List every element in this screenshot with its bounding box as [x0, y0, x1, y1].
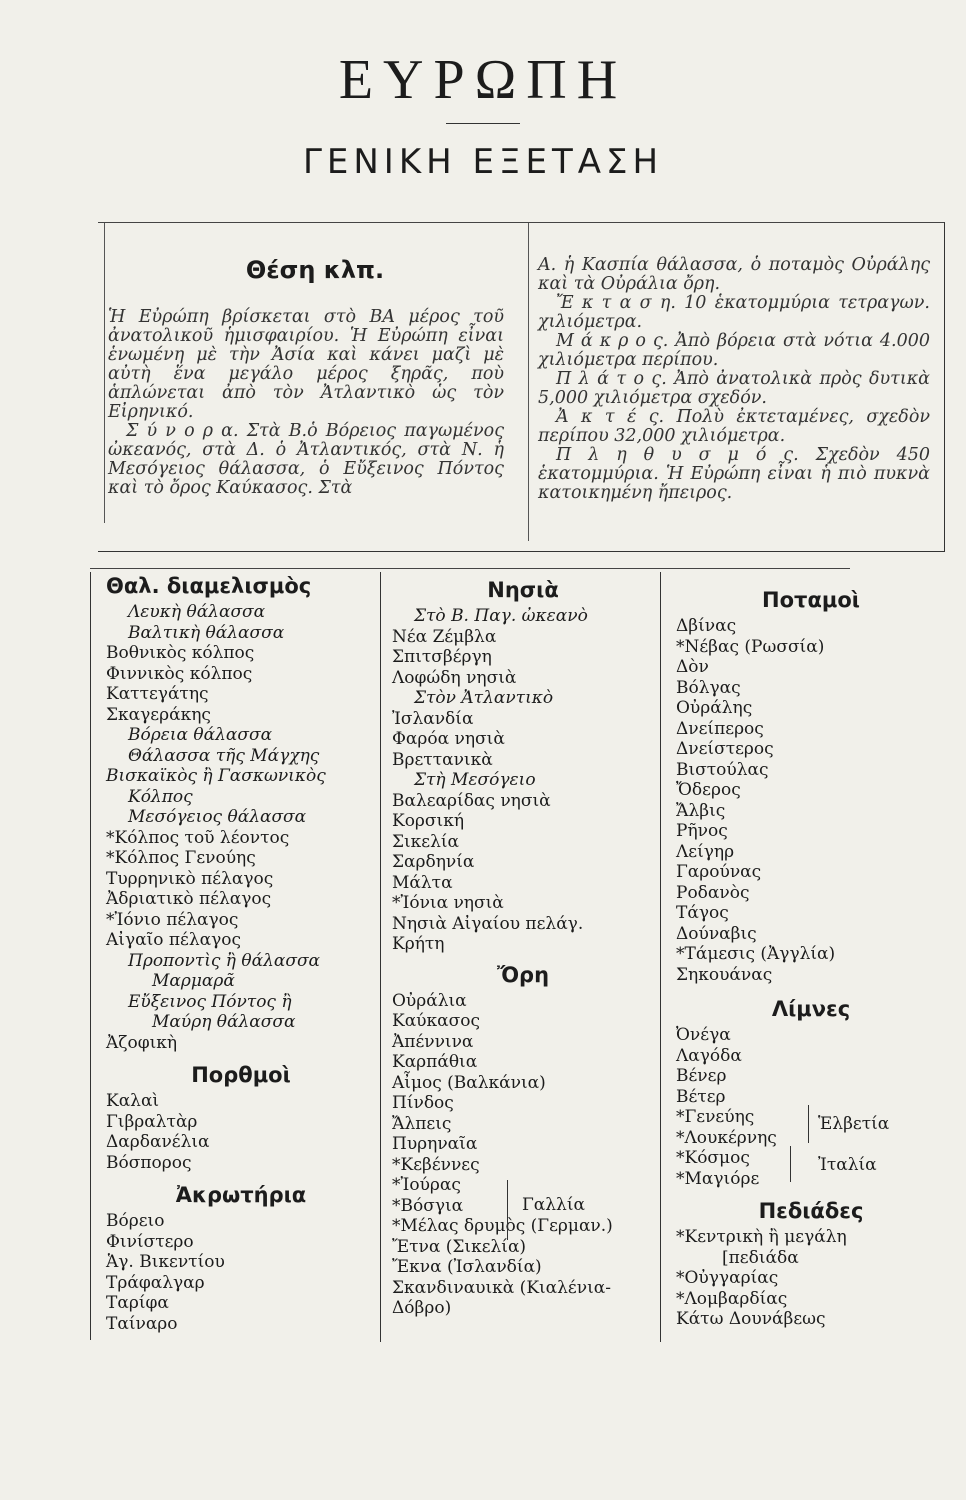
list-item: Γιβραλτὰρ [106, 1111, 198, 1132]
column-divider [660, 572, 661, 1342]
paragraph: Α. ἡ Κασπία θάλασσα, ὁ ποταμὸς Οὐράλης καὶ τὰ Οὐράλια ὄρη. [538, 255, 930, 294]
list-item: Βαλεαρίδας νησιὰ [392, 790, 551, 811]
capes-heading: Ἀκρωτήρια [175, 1183, 307, 1207]
box-left-border [104, 223, 105, 523]
list-item: Λείγηρ [676, 841, 735, 862]
table-left-border [90, 572, 91, 1340]
mountains-heading: Ὄρη [496, 962, 550, 987]
list-item: *Κόλπος τοῦ λέοντος [106, 827, 290, 848]
paragraph: Σ ύ ν ο ρ α. Στὰ Β.ὁ Βόρειος παγωμένος ὠκεανός, στὰ Δ. ὁ Ἀτλαντικός, στὰ Ν. ἡ Μεσόγειος θάλασσα, ὁ Εὔξεινος Πόντος καὶ τὸ ὄρος Καύκασος. Στὰ [108, 421, 504, 498]
islands-heading: Νησιὰ [487, 578, 559, 602]
list-item: Δνείπερος [676, 718, 764, 739]
list-item: Βόλγας [676, 677, 741, 698]
straits-list [106, 1091, 376, 1173]
bracket-line [790, 1146, 791, 1182]
list-item: Βρεττανικὰ [392, 749, 493, 770]
list-item: Προποντὶς ἢ θάλασσα [128, 950, 321, 971]
page-title: ΕΥΡΩΠΗ [338, 49, 628, 111]
list-item: Ἀζοφικὴ [106, 1032, 178, 1053]
list-item: Πίνδος [392, 1093, 454, 1113]
list-item: *Μαγιόρε [676, 1168, 760, 1189]
list-item: *Κόλπος Γενούης [106, 848, 256, 868]
list-item: Καττεγάτης [106, 684, 209, 704]
list-item: Λαγόδα [676, 1045, 742, 1066]
bracket-line [808, 1105, 809, 1143]
list-item: *Κεβέννες [392, 1154, 480, 1175]
list-item: Βόσπορος [106, 1152, 192, 1173]
list-item: Τάγος [676, 903, 729, 923]
list-item: Βένερ [676, 1066, 727, 1086]
sea-column [106, 570, 376, 1334]
list-item: Στὴ Μεσόγειο [414, 770, 536, 790]
list-item: Κορσική [392, 811, 465, 831]
paragraph: Ἀ κ τ έ ς. Πολὺ ἐκτεταμένες, σχεδὸν περίπου 32,000 χιλιόμετρα. [538, 407, 930, 446]
rivers-list [676, 616, 946, 985]
list-item: Ταρίφα [106, 1293, 169, 1313]
plains-heading: Πεδιάδες [758, 1199, 864, 1223]
list-item: Τυρρηνικὸ πέλαγος [106, 868, 274, 889]
list-item: Οὐράλης [676, 698, 753, 718]
list-item: Ρῆνος [676, 821, 728, 841]
position-heading: Θέση κλπ. [245, 256, 385, 284]
islands-list [392, 606, 654, 955]
rivers-heading: Ποταμοὶ [762, 588, 860, 612]
list-item: Αἰγαῖο πέλαγος [106, 930, 242, 950]
lakes-list [676, 1025, 946, 1189]
list-item: *Ἰούρας [392, 1175, 461, 1195]
list-item: Στὸ Β. Παγ. ὠκεανὸ [414, 606, 588, 626]
list-item: *Ἰόνια νησιὰ [392, 893, 504, 913]
list-item: Καύκασος [392, 1011, 480, 1031]
list-item: Δβίνας [676, 616, 737, 636]
list-item: Ἀπέννινα [392, 1031, 474, 1052]
list-item: Φιννικὸς κόλπος [106, 663, 253, 684]
page-subtitle: ΓΕΝΙΚΗ ΕΞΕΤΑΣΗ [302, 142, 664, 182]
list-item: Καλαὶ [106, 1091, 160, 1111]
list-item: Κάτω Δουνάβεως [676, 1309, 826, 1329]
list-item: Ἔκνα (Ἰσλανδία) [392, 1257, 542, 1277]
rivers-column [676, 584, 946, 1330]
list-item: Κρήτη [392, 934, 445, 954]
list-item: Σαρδηνία [392, 852, 475, 872]
list-item: Δαρδανέλια [106, 1132, 210, 1152]
list-item: Σκανδιναυικὰ (Κιαλένια-Δόβρο) [392, 1277, 611, 1318]
title-divider [446, 123, 520, 124]
list-item: Ὀνέγα [676, 1025, 731, 1045]
list-item: Μαρμαρᾶ [152, 971, 235, 991]
list-item: Θάλασσα τῆς Μάγχης [128, 745, 320, 766]
sea-heading: Θαλ. διαμελισμὸς [106, 574, 312, 598]
list-item: Φινίστερο [106, 1231, 194, 1252]
list-item: *Οὐγγαρίας [676, 1268, 779, 1288]
list-item: *Γενεύης [676, 1107, 755, 1127]
list-item: Ροδανὸς [676, 882, 750, 903]
straits-heading: Πορθμοὶ [191, 1063, 291, 1087]
list-item: Σικελία [392, 831, 460, 852]
paragraph: Ἔ κ τ α σ η. 10 ἑκατομμύρια τετραγων. χιλιόμετρα. [538, 293, 930, 332]
list-item: Ὄδερος [676, 780, 741, 800]
list-item: Ταίναρο [106, 1313, 178, 1334]
list-item: Μαύρη θάλασσα [152, 1012, 296, 1032]
list-item: Ἁγ. Βικεντίου [106, 1252, 225, 1272]
box-middle-divider [528, 223, 529, 541]
list-item: Βοθνικὸς κόλπος [106, 643, 255, 663]
position-text-right [538, 256, 930, 503]
list-item: Νέα Ζέμβλα [392, 626, 497, 647]
list-item: *Λουκέρνης [676, 1127, 777, 1148]
lakes-heading: Λίμνες [771, 997, 851, 1021]
sea-list [106, 602, 376, 1053]
list-item: Αἶμος (Βαλκάνια) [392, 1072, 546, 1093]
list-item: *Τάμεσις (Ἀγγλία) [676, 944, 836, 964]
mountains-list [392, 991, 654, 1319]
list-item: Μάλτα [392, 872, 453, 893]
list-item: Ἔτνα (Σικελία) [392, 1236, 527, 1257]
list-item: Δούναβις [676, 923, 757, 944]
paragraph: Π λ ά τ ο ς. Ἀπὸ ἀνατολικὰ πρὸς δυτικὰ 5,000 χιλιόμετρα σχεδόν. [538, 369, 930, 408]
bracket-line [507, 1180, 508, 1240]
list-item: Νησιὰ Αἰγαίου πελάγ. [392, 913, 584, 934]
list-item: Ἀδριατικὸ πέλαγος [106, 889, 272, 909]
list-item: *Μέλας δρυμὸς (Γερμαν.) [392, 1216, 613, 1236]
helvetia-label: Ἑλβετία [818, 1114, 890, 1134]
column-divider [380, 572, 381, 1342]
paragraph: Μ ά κ ρ ο ς. Ἀπὸ βόρεια στὰ νότια 4.000 χιλιόμετρα περίπου. [538, 331, 930, 370]
list-item: Δὸν [676, 657, 709, 677]
capes-list [106, 1211, 376, 1334]
list-item: Σπιτσβέργη [392, 647, 492, 667]
list-item: Βόρεια θάλασσα [128, 725, 273, 745]
list-item: Στὸν Ἀτλαντικὸ [414, 688, 554, 708]
list-item: [πεδιάδα [722, 1247, 799, 1268]
list-item: *Κεντρικὴ ἢ μεγάλη [676, 1227, 847, 1247]
list-item: Βισκαϊκὸς ἢ Γασκωνικὸς [106, 766, 326, 786]
list-item: Εὔξεινος Πόντος ἢ [128, 991, 292, 1012]
list-item: *Ἰόνιο πέλαγος [106, 909, 239, 930]
table-top-rule [90, 568, 850, 569]
list-item: *Κόσμος [676, 1148, 750, 1168]
list-item: Ἄλβις [676, 800, 726, 821]
list-item: Σκαγεράκης [106, 704, 211, 725]
list-item: *Βόσγια [392, 1195, 464, 1216]
list-item: Λευκὴ θάλασσα [128, 602, 266, 622]
list-item: *Νέβας (Ρωσσία) [676, 636, 825, 657]
plains-list [676, 1227, 946, 1330]
list-item: Βιστούλας [676, 759, 769, 780]
list-item: Σηκουάνας [676, 964, 773, 985]
list-item: Βέτερ [676, 1086, 726, 1107]
list-item: Τράφαλγαρ [106, 1272, 205, 1293]
list-item: Φαρόα νησιὰ [392, 729, 505, 749]
gallia-label: Γαλλία [522, 1195, 585, 1215]
italia-label: Ἰταλία [818, 1155, 877, 1175]
list-item: Ἄλπεις [392, 1113, 452, 1134]
list-item: Γαρούνας [676, 862, 762, 882]
list-item: Ἰσλανδία [392, 708, 474, 729]
list-item: Πυρηναῖα [392, 1134, 478, 1154]
list-item: Κόλπος [128, 786, 193, 807]
list-item: Μεσόγειος θάλασσα [128, 807, 307, 827]
list-item: Οὐράλια [392, 990, 467, 1011]
paragraph: Π λ η θ υ σ μ ό ς. Σχεδὸν 450 ἑκατομμύρια. Ἡ Εὐρώπη εἶναι ἡ πιὸ πυκνὰ κατοικημένη ἤπειρος. [538, 445, 930, 503]
list-item: Δνείστερος [676, 739, 774, 759]
position-text-left [108, 308, 504, 498]
list-item: Καρπάθια [392, 1052, 478, 1072]
list-item: Βόρειο [106, 1211, 165, 1231]
paragraph: Ἡ Εὐρώπη βρίσκεται στὸ ΒΑ μέρος τοῦ ἀνατολικοῦ ἡμισφαιρίου. Ἡ Εὐρώπη εἶναι ἑνωμένη μὲ τὴν Ἀσία καὶ κάνει μαζὶ μὲ αὐτὴ ἕνα μεγάλο μέρος ξηρᾶς, ποὺ ἁπλώνεται ἀπὸ τὸν Ἀτλαντικὸ ὡς τὸν Εἰρηνικό. [108, 307, 504, 422]
list-item: *Λομβαρδίας [676, 1288, 788, 1309]
list-item: Βαλτικὴ θάλασσα [128, 622, 285, 643]
list-item: Λοφώδη νησιὰ [392, 667, 517, 688]
